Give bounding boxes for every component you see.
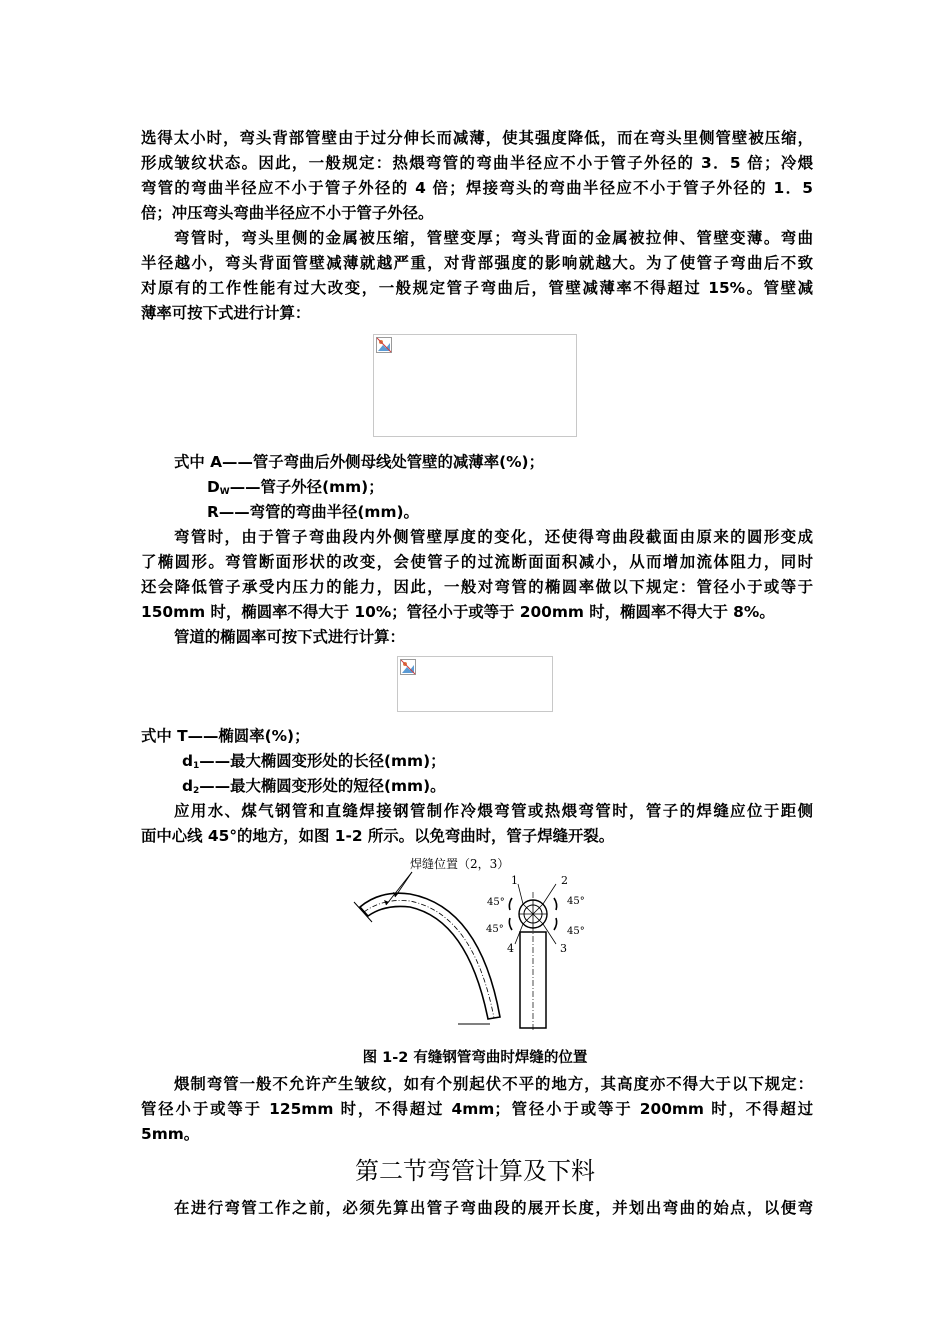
paragraph1-line2: 形成皱纹状态。因此，一般规定：热煨弯管的弯曲半径应不小于管子外径的 3．5 倍；冷煨 bbox=[141, 154, 813, 172]
paragraph2-line2: 半径越小，弯头背面管壁减薄就越严重，对背部强度的影响就越大。为了使管子弯曲后不致 bbox=[141, 254, 813, 272]
angle-arc-3 bbox=[509, 918, 512, 930]
paragraph7-line1: 在进行弯管工作之前，必须先算出管子弯曲段的展开长度，并划出弯曲的始点，以便弯 bbox=[174, 1199, 813, 1217]
formula1-legend-r: R——弯管的弯曲半径(mm)。 bbox=[207, 503, 419, 521]
figure-caption: 图 1-2 有缝钢管弯曲时焊缝的位置 bbox=[362, 1050, 588, 1066]
legend-text: ——最大椭圆变形处的长径(mm)； bbox=[199, 752, 446, 770]
paragraph1-line1: 选得太小时，弯头背部管壁由于过分伸长而减薄，使其强度降低，而在弯头里侧管壁被压缩， bbox=[141, 129, 813, 147]
paragraph2-line4: 薄率可按下式进行计算： bbox=[141, 304, 311, 322]
angle-arc-4 bbox=[554, 918, 557, 930]
broken-image-icon bbox=[400, 659, 416, 675]
weld-number-1: 1 bbox=[511, 874, 518, 887]
weld-number-2: 2 bbox=[561, 874, 568, 887]
formula2-legend-t: 式中 T——椭圆率(%)； bbox=[141, 727, 310, 745]
legend-symbol: d bbox=[182, 777, 194, 795]
paragraph6-line3: 5mm。 bbox=[141, 1125, 200, 1143]
paragraph3-line2: 了椭圆形。弯管断面形状的改变，会使管子的过流断面面积减小，从而增加流体阻力，同时 bbox=[141, 553, 813, 571]
weld-line-2 bbox=[543, 884, 556, 904]
legend-text: ——管子外径(mm)； bbox=[229, 478, 384, 496]
paragraph1-line4: 倍；冲压弯头弯曲半径应不小于管子外径。 bbox=[141, 204, 434, 222]
legend-text: ——最大椭圆变形处的短径(mm)。 bbox=[199, 777, 446, 795]
angle-label-1: 45° bbox=[487, 897, 505, 908]
legend-subscript: 2 bbox=[193, 786, 200, 796]
angle-label-4: 45° bbox=[567, 926, 585, 937]
formula2-legend-d1 bbox=[182, 751, 854, 776]
paragraph5-line2: 面中心线 45°的地方，如图 1-2 所示。以免弯曲时，管子焊缝开裂。 bbox=[141, 827, 615, 845]
paragraph4: 管道的椭圆率可按下式进行计算： bbox=[174, 628, 405, 646]
weld-number-4: 4 bbox=[507, 942, 514, 955]
weld-number-3: 3 bbox=[560, 942, 567, 955]
legend-subscript: W bbox=[219, 487, 230, 497]
formula1-image bbox=[373, 334, 577, 437]
legend-symbol: d bbox=[182, 752, 194, 770]
paragraph2-line3: 对原有的工作性能有过大改变，一般规定管子弯曲后，管壁减薄率不得超过 15%。管壁减 bbox=[141, 279, 813, 297]
paragraph1-line3: 弯管的弯曲半径应不小于管子外径的 4 倍；焊接弯头的弯曲半径应不小于管子外径的 1．5 bbox=[141, 179, 813, 197]
paragraph3-line4: 150mm 时，椭圆率不得大于 10%；管径小于或等于 200mm 时，椭圆率不得大于 8%。 bbox=[141, 603, 775, 621]
weld-line-1 bbox=[518, 884, 523, 904]
bent-pipe-outline bbox=[360, 893, 500, 1019]
formula1-legend-dw bbox=[207, 477, 879, 502]
paragraph6-line1: 煨制弯管一般不允许产生皱纹，如有个别起伏不平的地方，其高度亦不得大于以下规定： bbox=[174, 1075, 813, 1093]
paragraph6-line2: 管径小于或等于 125mm 时，不得超过 4mm；管径小于或等于 200mm 时，不得超过 bbox=[141, 1100, 813, 1118]
legend-subscript: 1 bbox=[193, 761, 200, 771]
broken-image-icon bbox=[376, 337, 392, 353]
angle-arc-2 bbox=[554, 898, 557, 910]
angle-label-3: 45° bbox=[486, 924, 504, 935]
paragraph2-line1: 弯管时，弯头里侧的金属被压缩，管壁变厚；弯头背面的金属被拉伸、管壁变薄。弯曲 bbox=[174, 229, 813, 247]
weld-position-figure bbox=[340, 852, 610, 1037]
formula2-legend-d2 bbox=[182, 776, 854, 801]
angle-label-2: 45° bbox=[567, 896, 585, 907]
weld-position-label: 焊缝位置（2，3） bbox=[410, 857, 510, 871]
formula2-image bbox=[397, 656, 553, 712]
angle-arc-1 bbox=[509, 898, 512, 910]
formula1-legend-a: 式中 A——管子弯曲后外侧母线处管壁的减薄率(%)； bbox=[174, 453, 544, 471]
paragraph3-line1: 弯管时，由于管子弯曲段内外侧管壁厚度的变化，还使得弯曲段截面由原来的圆形变成 bbox=[174, 528, 813, 546]
legend-symbol: D bbox=[207, 478, 220, 496]
section-heading: 第二节弯管计算及下料 bbox=[355, 1157, 595, 1185]
paragraph3-line3: 还会降低管子承受内压力的能力，因此，一般对弯管的椭圆率做以下规定：管径小于或等于 bbox=[141, 578, 813, 596]
paragraph5-line1: 应用水、煤气钢管和直缝焊接钢管制作冷煨弯管或热煨弯管时，管子的焊缝应位于距侧 bbox=[174, 802, 813, 820]
